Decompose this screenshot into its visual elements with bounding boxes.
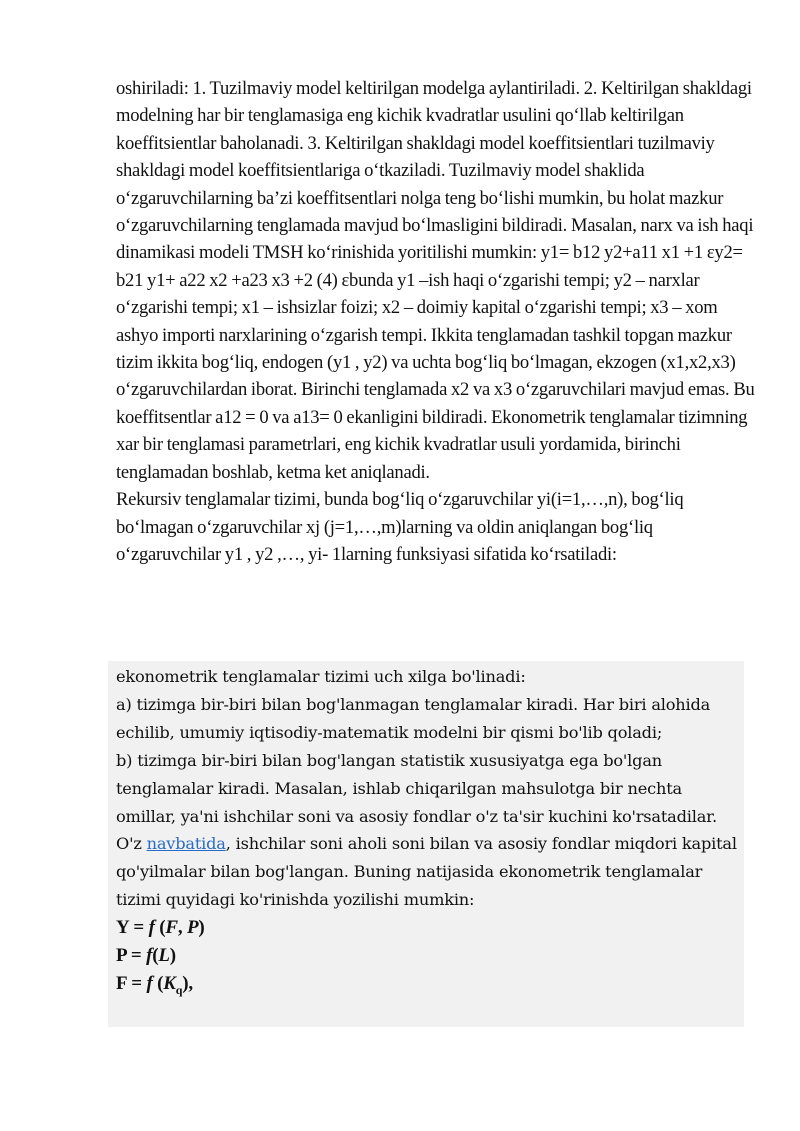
formula-p-close: ) bbox=[169, 945, 176, 967]
shaded-excerpt-content bbox=[116, 663, 744, 998]
formula-y-arg1: F bbox=[165, 917, 178, 939]
top-text-block bbox=[116, 75, 756, 568]
navbatida-link[interactable]: navbatida bbox=[146, 834, 226, 854]
formula-p-func: f bbox=[146, 945, 153, 967]
excerpt-item-b-text-end: , ishchilar soni aholi soni bilan va asosiy fondlar miqdori kapital qo'yilmalar bilan bog'langan. Buning natijasida ekonometrik tenglamalar tizimi quyidagi ko'rinishda yozilishi mumkin: bbox=[116, 834, 737, 910]
formula-p bbox=[116, 942, 744, 970]
formula-f bbox=[116, 970, 744, 998]
paragraph-recursive-system: Rekursiv tenglamalar tizimi, bunda bog‘liq o‘zgaruvchilar yi(i=1,…,n), bog‘liq bo‘lmagan o‘zgaruvchilar xj (j=1,…,m)larning va oldin aniqlangan bog‘liq o‘zgaruvchilar y1 , y2 ,…, yi- 1larning funksiyasi sifatida ko‘rsatiladi: bbox=[116, 489, 684, 565]
formula-y bbox=[116, 914, 744, 942]
excerpt-item-b bbox=[116, 747, 744, 914]
formula-y-sep: , bbox=[177, 917, 187, 939]
excerpt-item-b-text-start: b) tizimga bir-biri bilan bog'langan statistik xususiyatga ega bo'lgan tenglamalar kiradi. Masalan, ishlab chiqarilgan mahsulotga bir nechta omillar, ya'ni ishchilar soni va asosiy fondlar o'z ta'sir kuchini ko'rsatadilar. O'z bbox=[116, 750, 717, 854]
formula-p-arg1: L bbox=[158, 945, 170, 967]
formula-y-func: f bbox=[148, 917, 155, 939]
formula-p-open: ( bbox=[152, 945, 159, 967]
paragraph-tmsh-model: oshiriladi: 1. Tuzilmaviy model keltirilgan modelga aylantiriladi. 2. Keltirilgan shakldagi modelning har bir tenglamasiga eng kichik kvadratlar usulini qo‘llab keltirilgan koeffitsientlar baholanadi. 3. Keltirilgan shakldagi model koeffitsientlari tuzilmaviy shakldagi model koeffitsientlariga o‘tkaziladi. Tuzilmaviy model shaklida o‘zgaruvchilarning ba’zi koeffitsentlari nolga teng bo‘lishi mumkin, bu holat mazkur o‘zgaruvchilarning tenglamada mavjud bo‘lmasligini bildiradi. Masalan, narx va ish haqi dinamikasi modeli TMSH ko‘rinishida yoritilishi mumkin: y1= b12 y2+a11 x1 +1 ɛy2= b21 y1+ a22 x2 +a23 x3 +2 (4) ɛbunda y1 –ish haqi o‘zgarishi tempi; y2 – narxlar o‘zgarishi tempi; x1 – ishsizlar foizi; x2 – doimiy kapital o‘zgarishi tempi; x3 – xom ashyo importi narxlarining o‘zgarish tempi. Ikkita tenglamadan tashkil topgan mazkur tizim ikkita bog‘liq, endogen (y1 , y2) va uchta bog‘liq bo‘lmagan, ekzogen (x1,x2,x3) o‘zgaruvchilardan iborat. Birinchi tenglamada x2 va x3 o‘zgaruvchilari mavjud emas. Bu koeffitsentlar a12 = 0 va a13= 0 ekanligini bildiradi. Ekonometrik tenglamalar tizimning xar bir tenglamasi parametrlari, eng kichik kvadratlar usuli yordamida, birinchi tenglamadan boshlab, ketma ket aniqlanadi. bbox=[116, 78, 755, 483]
formula-f-open: ( bbox=[152, 972, 164, 994]
formula-y-close: ) bbox=[198, 917, 205, 939]
excerpt-item-a: a) tizimga bir-biri bilan bog'lanmagan tenglamalar kiradi. Har biri alohida echilib, umumiy iqtisodiy-matematik modelni bir qismi bo'lib qoladi; bbox=[116, 694, 711, 742]
formula-f-close: ), bbox=[182, 972, 193, 994]
formula-p-eq: = bbox=[126, 945, 147, 967]
formula-y-eq: = bbox=[128, 917, 149, 939]
formula-p-lhs: P bbox=[116, 945, 127, 967]
formula-y-open: ( bbox=[154, 917, 166, 939]
formula-y-arg2: P bbox=[186, 917, 199, 939]
formula-f-lhs: F bbox=[116, 972, 127, 994]
shaded-excerpt-block bbox=[108, 661, 744, 1027]
formula-f-subscript: q bbox=[175, 982, 183, 997]
formula-f-arg1: K bbox=[163, 972, 176, 994]
formula-f-func: f bbox=[146, 972, 153, 994]
formula-f-eq: = bbox=[126, 972, 147, 994]
formula-y-lhs: Y bbox=[116, 917, 129, 939]
excerpt-intro: ekonometrik tenglamalar tizimi uch xilga bo'linadi: bbox=[116, 667, 526, 686]
